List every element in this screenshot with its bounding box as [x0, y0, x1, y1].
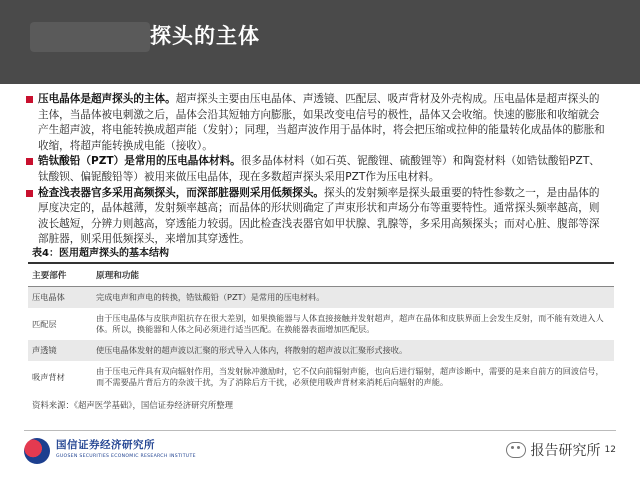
- table-cell-desc: 由于压电元件具有双向辐射作用，当发射脉冲激励时，它不仅向前辐射声能，也向后进行辐射，超声诊断中，需要的是来自前方的回波信号，而不需要晶片背后方的杂波干扰，为了消除后方干扰，必须使用吸声背材来消耗后向辐射的声能。: [96, 366, 604, 387]
- table-header-row: [28, 264, 614, 287]
- source-note: 资料来源：《超声医学基础》，国信证券经济研究所整理: [32, 400, 233, 410]
- bullet-item: [24, 154, 610, 185]
- guosen-logo: [24, 438, 196, 464]
- page-title: 探头的主体: [150, 24, 260, 48]
- header-graphic: [30, 22, 150, 52]
- watermark-text: 报告研究所: [530, 443, 601, 459]
- structure-table: [28, 264, 614, 393]
- table-row: [28, 361, 614, 393]
- table-row: [28, 308, 614, 340]
- footer-divider: [24, 430, 616, 431]
- table-cell-desc: 完成电声和声电的转换，锆钛酸铅（PZT）是常用的压电材料。: [92, 287, 614, 309]
- column-header: 原理和功能: [92, 264, 614, 287]
- table-cell-desc: 由于压电晶体与皮肤声阻抗存在很大差别，如果换能器与人体直接接触并发射超声，超声在晶体和皮肤界面上会发生反射，而不能有效进入人体。所以，换能器和人体之间必须进行适当匹配。在换能器表面增加匹配层。: [96, 313, 604, 334]
- bullet-heading: 锆钛酸铅（PZT）是常用的压电晶体材料。: [38, 155, 241, 168]
- column-header: 主要部件: [28, 264, 92, 287]
- bullet-text: 探头的发射频率是探头最重要的特性参数之一，是由晶体的厚度决定的，晶体越薄，发射频率越高；而晶体的形状则确定了声束形状和声场分布等重要特性。通常探头频率越高，则波长越短，分辨力则越高，穿透能力较弱。因此检查浅表器官如甲状腺、乳腺等，多采用高频探头；而对心脏、腹部等深部脏器，则采用低频探头，来增加其穿透性。: [38, 186, 600, 246]
- bullet-heading: 检查浅表器官多采用高频探头，而深部脏器则采用低频探头。: [38, 186, 325, 199]
- bullet-heading: 压电晶体是超声探头的主体。: [38, 93, 176, 105]
- logo-name-cn: 国信证券经济研究所: [56, 439, 155, 451]
- logo-text: [56, 440, 196, 462]
- watermark: [506, 440, 616, 460]
- table-cell-part: 吸声背材: [32, 371, 65, 382]
- bullet-item: [24, 92, 610, 154]
- structure-table-section: [28, 244, 614, 411]
- wechat-icon: [506, 442, 526, 458]
- logo-mark-icon: [24, 438, 50, 464]
- page-number: 12: [604, 445, 616, 455]
- table-row: [28, 340, 614, 361]
- logo-name-en: GUOSEN SECURITIES ECONOMIC RESEARCH INSTITUTE: [56, 454, 196, 459]
- header-banner: [0, 0, 640, 84]
- bullet-item: [24, 186, 610, 248]
- bullet-text: 超声探头主要由压电晶体、声透镜、匹配层、吸声背材及外壳构成。压电晶体是超声探头的主体，当晶体被电刺激之后，晶体会沿其短轴方向膨胀，如果改变电信号的极性，晶体又会收缩。快速的膨胀和收缩就会产生超声波，将电能转换成超声能（发射）；同理，当超声波作用于晶体时，将会把压缩或拉伸的能量转化成晶体的膨胀和收缩，将超声能转换成电能（接收）。: [38, 93, 605, 152]
- body-text: [24, 92, 610, 248]
- table-title: 表4：医用超声探头的基本结构: [28, 244, 614, 264]
- table-row: [28, 287, 614, 309]
- table-cell-part: 匹配层: [32, 318, 57, 329]
- bullet-text: 很多晶体材料（如石英、铌酸锂、硫酸锂等）和陶瓷材料（如锆钛酸铅PZT、钛酸钡、偏铌酸铅等）被用来做压电晶体，现在多数超声探头采用PZT作为压电材料。: [38, 155, 600, 183]
- table-cell-part: 声透镜: [28, 340, 92, 361]
- table-cell-desc: 使压电晶体发射的超声波以汇聚的形式导入人体内，将散射的超声波以汇聚形式接收。: [92, 340, 614, 361]
- table-cell-part: 压电晶体: [28, 287, 92, 309]
